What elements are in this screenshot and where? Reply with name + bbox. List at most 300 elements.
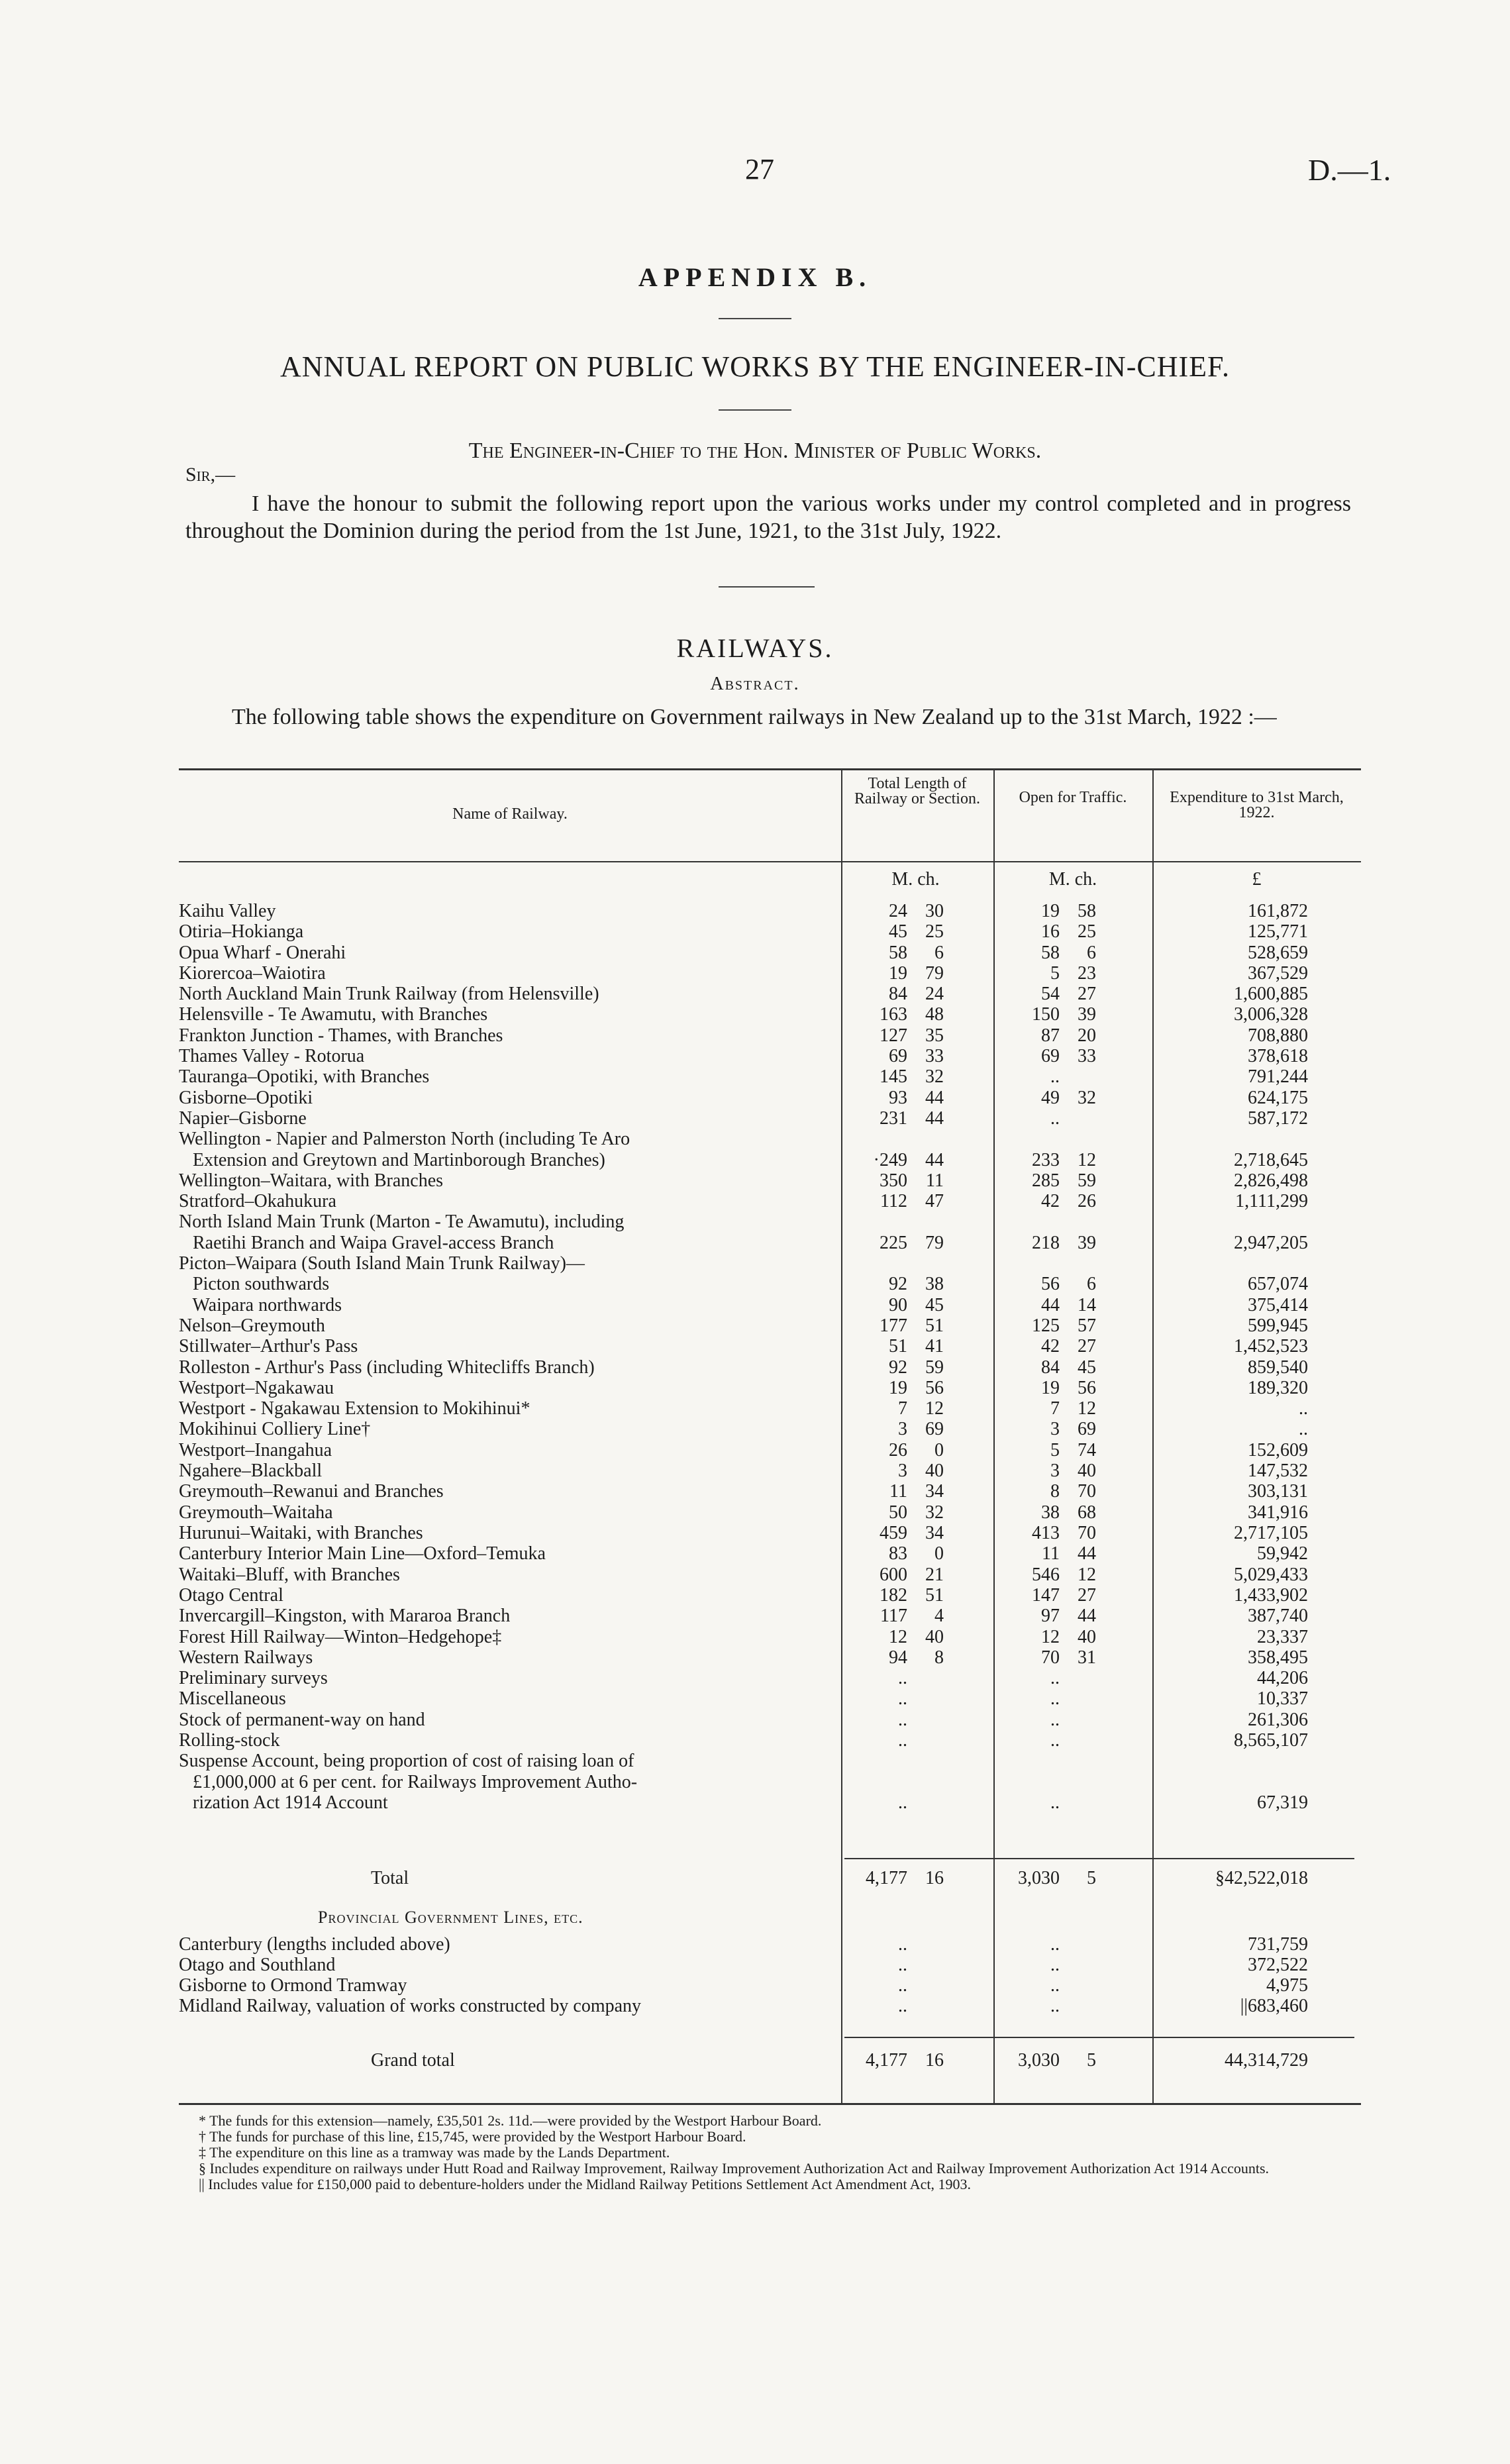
open-miles: 54	[1041, 984, 1060, 1004]
open-chains: 27	[1078, 984, 1096, 1004]
row-name: Westport - Ngakawau Extension to Mokihinui*	[179, 1398, 530, 1419]
row-name: Wellington - Napier and Palmerston North (including Te Aro	[179, 1129, 630, 1149]
length-chains: 44	[925, 1088, 944, 1108]
open-miles: 49	[1041, 1088, 1060, 1108]
row-name: Westport–Inangahua	[179, 1440, 332, 1461]
row-name: rization Act 1914 Account	[179, 1792, 388, 1813]
length-miles: 45	[889, 921, 907, 942]
open-chains: 12	[1078, 1398, 1096, 1419]
open-miles: 97	[1041, 1606, 1060, 1626]
length-miles: ..	[898, 1934, 907, 1955]
row-name: Raetihi Branch and Waipa Gravel-access Branch	[179, 1233, 554, 1253]
open-chains: 20	[1078, 1025, 1096, 1046]
header-name: Name of Railway.	[452, 805, 568, 823]
open-chains: 26	[1078, 1191, 1096, 1211]
open-miles: 56	[1041, 1274, 1060, 1294]
expenditure: 303,131	[1248, 1481, 1308, 1502]
expenditure: 599,945	[1248, 1315, 1308, 1336]
open-chains: 31	[1078, 1647, 1096, 1668]
open-chains: 33	[1078, 1046, 1096, 1066]
expenditure: 791,244	[1248, 1066, 1308, 1087]
open-miles: 11	[1042, 1543, 1060, 1564]
length-chains: 48	[925, 1004, 944, 1025]
footnote: ‡ The expenditure on this line as a tramway was made by the Lands Department.	[199, 2144, 670, 2161]
expenditure: 1,111,299	[1235, 1191, 1308, 1211]
expenditure: 1,433,902	[1234, 1585, 1308, 1606]
length-chains: 34	[925, 1523, 944, 1543]
length-chains: 16	[925, 1868, 944, 1888]
footnote: || Includes value for £150,000 paid to debenture-holders under the Midland Railway Petitions Settlement Act Amendment Act, 1903.	[199, 2176, 972, 2192]
length-chains: 32	[925, 1066, 944, 1087]
row-name: Tauranga–Opotiki, with Branches	[179, 1066, 430, 1087]
open-miles: ..	[1050, 1668, 1060, 1688]
length-chains: 40	[925, 1461, 944, 1481]
salutation: Sir,—	[185, 464, 236, 486]
length-miles: 51	[889, 1336, 907, 1357]
length-chains: 44	[925, 1150, 944, 1170]
length-miles: 26	[889, 1440, 907, 1461]
open-chains: 74	[1078, 1440, 1096, 1461]
length-chains: 47	[925, 1191, 944, 1211]
table-row	[179, 1150, 1358, 1170]
table-row	[179, 2050, 1358, 2071]
table-header-rule	[179, 861, 1361, 862]
length-miles: 92	[889, 1357, 907, 1378]
table-row	[179, 1378, 1358, 1398]
length-chains: 51	[925, 1315, 944, 1336]
open-miles: 3,030	[1018, 1868, 1060, 1888]
table-row	[179, 1565, 1358, 1585]
expenditure: 708,880	[1248, 1025, 1308, 1046]
grand-total-rule	[844, 2037, 1354, 2038]
expenditure: 23,337	[1257, 1627, 1308, 1647]
open-chains: 5	[1087, 2050, 1096, 2071]
open-miles: 3	[1050, 1419, 1060, 1439]
open-miles: 44	[1041, 1295, 1060, 1315]
open-chains: 27	[1078, 1336, 1096, 1357]
open-chains: 70	[1078, 1481, 1096, 1502]
expenditure: 44,206	[1257, 1668, 1308, 1688]
length-miles: 12	[889, 1627, 907, 1647]
length-chains: 30	[925, 901, 944, 921]
length-chains: 0	[934, 1440, 944, 1461]
open-miles: 147	[1032, 1585, 1060, 1606]
length-miles: ..	[898, 1955, 907, 1975]
length-miles: 92	[889, 1274, 907, 1294]
row-name: Rolleston - Arthur's Pass (including Whitecliffs Branch)	[179, 1357, 595, 1378]
table-intro: The following table shows the expenditure on Government railways in New Zealand up to the 31st March, 1922 :—	[232, 705, 1277, 729]
open-chains: 59	[1078, 1170, 1096, 1191]
open-chains: 58	[1078, 901, 1096, 921]
table-top-rule	[179, 768, 1361, 770]
expenditure: 8,565,107	[1234, 1730, 1308, 1751]
open-chains: 23	[1078, 963, 1096, 984]
open-miles: 546	[1032, 1565, 1060, 1585]
open-chains: 44	[1078, 1606, 1096, 1626]
table-row	[179, 1955, 1358, 1975]
table-row	[179, 1046, 1358, 1066]
row-name: Suspense Account, being proportion of cost of raising loan of	[179, 1751, 634, 1771]
open-miles: ..	[1050, 1730, 1060, 1751]
row-name: Ngahere–Blackball	[179, 1461, 323, 1481]
length-miles: 117	[880, 1606, 907, 1626]
length-miles: 4,177	[866, 2050, 907, 2071]
row-name: Invercargill–Kingston, with Mararoa Branch	[179, 1606, 511, 1626]
open-miles: 150	[1032, 1004, 1060, 1025]
length-miles: 3	[898, 1461, 907, 1481]
unit-length: M. ch.	[891, 869, 940, 890]
table-row	[179, 1751, 1358, 1771]
length-miles: 19	[889, 963, 907, 984]
expenditure: ..	[1299, 1398, 1308, 1419]
open-chains: 25	[1078, 921, 1096, 942]
expenditure: 2,826,498	[1234, 1170, 1308, 1191]
expenditure: 161,872	[1248, 901, 1308, 921]
length-chains: 56	[925, 1378, 944, 1398]
table-row	[179, 1315, 1358, 1336]
open-miles: ..	[1050, 1688, 1060, 1709]
table-row	[179, 984, 1358, 1004]
row-name: Gisborne to Ormond Tramway	[179, 1975, 407, 1996]
length-miles: 231	[880, 1108, 907, 1129]
divider	[719, 409, 791, 411]
expenditure: 67,319	[1257, 1792, 1308, 1813]
open-chains: 6	[1087, 1274, 1096, 1294]
open-miles: 8	[1050, 1481, 1060, 1502]
provincial-heading: Provincial Government Lines, etc.	[318, 1908, 583, 1927]
open-chains: 12	[1078, 1565, 1096, 1585]
table-row	[179, 1295, 1358, 1315]
subsection-title: Abstract.	[710, 674, 800, 694]
row-name: Thames Valley - Rotorua	[179, 1046, 365, 1066]
row-name: Napier–Gisborne	[179, 1108, 307, 1129]
open-chains: 12	[1078, 1150, 1096, 1170]
open-chains: 56	[1078, 1378, 1096, 1398]
row-name: Hurunui–Waitaki, with Branches	[179, 1523, 423, 1543]
row-name: Canterbury Interior Main Line—Oxford–Temuka	[179, 1543, 546, 1564]
table-row	[179, 1502, 1358, 1523]
open-chains: 45	[1078, 1357, 1096, 1378]
open-miles: ..	[1050, 1710, 1060, 1730]
expenditure: 372,522	[1248, 1955, 1308, 1975]
expenditure: 2,947,205	[1234, 1233, 1308, 1253]
open-miles: 38	[1041, 1502, 1060, 1523]
open-miles: 3	[1050, 1461, 1060, 1481]
appendix-title: APPENDIX B.	[638, 262, 872, 292]
length-chains: 59	[925, 1357, 944, 1378]
table-row	[179, 1606, 1358, 1626]
table-row	[179, 1108, 1358, 1129]
table-row	[179, 1357, 1358, 1378]
footnote: † The funds for purchase of this line, £15,745, were provided by the Westport Harbour Board.	[199, 2128, 746, 2145]
expenditure: 59,942	[1257, 1543, 1308, 1564]
expenditure: 528,659	[1248, 943, 1308, 963]
table-row	[179, 1772, 1358, 1792]
length-chains: 34	[925, 1481, 944, 1502]
open-miles: 233	[1032, 1150, 1060, 1170]
table-row	[179, 1585, 1358, 1606]
table-row	[179, 963, 1358, 984]
length-miles: 11	[889, 1481, 907, 1502]
length-chains: 79	[925, 963, 944, 984]
expenditure: 147,532	[1248, 1461, 1308, 1481]
open-miles: 19	[1041, 901, 1060, 921]
header-expenditure: Expenditure to 31st March, 1922.	[1170, 789, 1344, 821]
open-miles: 70	[1041, 1647, 1060, 1668]
expenditure: 657,074	[1248, 1274, 1308, 1294]
open-chains: 69	[1078, 1419, 1096, 1439]
open-miles: 42	[1041, 1336, 1060, 1357]
open-miles: 413	[1032, 1523, 1060, 1543]
length-chains: 32	[925, 1502, 944, 1523]
row-name: Kaihu Valley	[179, 901, 276, 921]
open-miles: 69	[1041, 1046, 1060, 1066]
divider	[719, 586, 815, 588]
open-chains: 39	[1078, 1004, 1096, 1025]
open-chains: 40	[1078, 1461, 1096, 1481]
table-row	[179, 1211, 1358, 1232]
expenditure: 261,306	[1248, 1710, 1308, 1730]
length-miles: ..	[898, 1710, 907, 1730]
length-miles: 127	[880, 1025, 907, 1046]
length-chains: 24	[925, 984, 944, 1004]
open-miles: ..	[1050, 1066, 1060, 1087]
table-row	[179, 1461, 1358, 1481]
expenditure: 2,717,105	[1234, 1523, 1308, 1543]
open-chains: 70	[1078, 1523, 1096, 1543]
expenditure: 624,175	[1248, 1088, 1308, 1108]
table-row	[179, 1088, 1358, 1108]
length-miles: 19	[889, 1378, 907, 1398]
table-row	[179, 1792, 1358, 1813]
length-miles: 24	[889, 901, 907, 921]
row-name: Stratford–Okahukura	[179, 1191, 336, 1211]
expenditure: 1,600,885	[1234, 984, 1308, 1004]
length-miles: ·249	[873, 1150, 907, 1170]
expenditure: 1,452,523	[1234, 1336, 1308, 1357]
row-name: Picton southwards	[179, 1274, 330, 1294]
unit-expenditure: £	[1252, 869, 1262, 890]
expenditure: 4,975	[1266, 1975, 1308, 1996]
open-miles: 87	[1041, 1025, 1060, 1046]
row-name: Waipara northwards	[179, 1295, 342, 1315]
length-chains: 44	[925, 1108, 944, 1129]
open-miles: 3,030	[1018, 2050, 1060, 2071]
divider	[719, 318, 791, 319]
page-number: 27	[745, 153, 774, 185]
open-miles: ..	[1050, 1108, 1060, 1129]
length-miles: 50	[889, 1502, 907, 1523]
length-miles: 4,177	[866, 1868, 907, 1888]
length-chains: 35	[925, 1025, 944, 1046]
expenditure: 358,495	[1248, 1647, 1308, 1668]
row-name: Extension and Greytown and Martinborough Branches)	[179, 1150, 605, 1170]
row-name: Gisborne–Opotiki	[179, 1088, 313, 1108]
row-name: Westport–Ngakawau	[179, 1378, 334, 1398]
expenditure: 2,718,645	[1234, 1150, 1308, 1170]
report-title: ANNUAL REPORT ON PUBLIC WORKS BY THE ENGINEER-IN-CHIEF.	[279, 350, 1231, 383]
row-name: Nelson–Greymouth	[179, 1315, 325, 1336]
footnote: * The funds for this extension—namely, £35,501 2s. 11d.—were provided by the Westport Harbour Board.	[199, 2112, 822, 2129]
open-miles: ..	[1050, 1955, 1060, 1975]
length-chains: 33	[925, 1046, 944, 1066]
open-miles: 19	[1041, 1378, 1060, 1398]
length-miles: ..	[898, 1668, 907, 1688]
length-miles: 112	[880, 1191, 907, 1211]
open-miles: 58	[1041, 943, 1060, 963]
length-miles: 94	[889, 1647, 907, 1668]
row-name: Miscellaneous	[179, 1688, 286, 1709]
row-name: Otiria–Hokianga	[179, 921, 304, 942]
length-miles: 600	[880, 1565, 907, 1585]
table-row	[179, 1868, 1358, 1888]
row-name: Western Railways	[179, 1647, 313, 1668]
length-chains: 6	[934, 943, 944, 963]
open-chains: 6	[1087, 943, 1096, 963]
table-row	[179, 1025, 1358, 1046]
table-row	[179, 1066, 1358, 1087]
row-name: Total	[371, 1868, 409, 1888]
open-chains: 14	[1078, 1295, 1096, 1315]
open-chains: 68	[1078, 1502, 1096, 1523]
table-row	[179, 1481, 1358, 1502]
length-miles: 90	[889, 1295, 907, 1315]
row-name: Preliminary surveys	[179, 1668, 328, 1688]
table-row	[179, 1543, 1358, 1564]
row-name: Opua Wharf - Onerahi	[179, 943, 346, 963]
row-name: Grand total	[371, 2050, 455, 2071]
length-chains: 12	[925, 1398, 944, 1419]
table-row	[179, 1419, 1358, 1439]
length-chains: 0	[934, 1543, 944, 1564]
table-row	[179, 921, 1358, 942]
expenditure: 378,618	[1248, 1046, 1308, 1066]
open-miles: 84	[1041, 1357, 1060, 1378]
open-miles: ..	[1050, 1934, 1060, 1955]
length-miles: 83	[889, 1543, 907, 1564]
open-miles: 16	[1041, 921, 1060, 942]
open-chains: 27	[1078, 1585, 1096, 1606]
expenditure: 387,740	[1248, 1606, 1308, 1626]
table-row	[179, 1170, 1358, 1191]
total-rule	[844, 1858, 1354, 1859]
open-miles: 218	[1032, 1233, 1060, 1253]
footnotes	[185, 2113, 1358, 2192]
open-chains: 40	[1078, 1627, 1096, 1647]
expenditure: ..	[1299, 1419, 1308, 1439]
expenditure: 731,759	[1248, 1934, 1308, 1955]
row-name: North Auckland Main Trunk Railway (from Helensville)	[179, 984, 599, 1004]
length-chains: 21	[925, 1565, 944, 1585]
table-row	[179, 1523, 1358, 1543]
row-name: Helensville - Te Awamutu, with Branches	[179, 1004, 488, 1025]
table-row	[179, 1710, 1358, 1730]
open-chains: 39	[1078, 1233, 1096, 1253]
open-miles: ..	[1050, 1975, 1060, 1996]
row-name: Otago Central	[179, 1585, 283, 1606]
expenditure: 859,540	[1248, 1357, 1308, 1378]
open-miles: 7	[1050, 1398, 1060, 1419]
length-miles: 7	[898, 1398, 907, 1419]
expenditure: 3,006,328	[1234, 1004, 1308, 1025]
header-length: Total Length of Railway or Section.	[854, 775, 980, 807]
length-chains: 40	[925, 1627, 944, 1647]
row-name: Greymouth–Waitaha	[179, 1502, 333, 1523]
table-row	[179, 1004, 1358, 1025]
row-name: Canterbury (lengths included above)	[179, 1934, 450, 1955]
length-chains: 45	[925, 1295, 944, 1315]
row-name: £1,000,000 at 6 per cent. for Railways Improvement Autho-	[179, 1772, 638, 1792]
table-bottom-rule	[179, 2103, 1361, 2105]
length-chains: 38	[925, 1274, 944, 1294]
table-row	[179, 943, 1358, 963]
row-name: Waitaki–Bluff, with Branches	[179, 1565, 400, 1585]
length-miles: 182	[880, 1585, 907, 1606]
open-chains: 32	[1078, 1088, 1096, 1108]
length-miles: ..	[898, 1730, 907, 1751]
row-name: Midland Railway, valuation of works constructed by company	[179, 1996, 642, 2016]
open-chains: 5	[1087, 1868, 1096, 1888]
expenditure: 125,771	[1248, 921, 1308, 942]
length-miles: ..	[898, 1688, 907, 1709]
table-row	[179, 1668, 1358, 1688]
table-row	[179, 1996, 1358, 2016]
length-chains: 4	[934, 1606, 944, 1626]
table-row	[179, 1253, 1358, 1274]
length-miles: 163	[880, 1004, 907, 1025]
row-name: Mokihinui Colliery Line†	[179, 1419, 371, 1439]
row-name: Picton–Waipara (South Island Main Trunk Railway)—	[179, 1253, 585, 1274]
open-miles: 285	[1032, 1170, 1060, 1191]
length-chains: 79	[925, 1233, 944, 1253]
expenditure: 5,029,433	[1234, 1565, 1308, 1585]
intro-paragraph: I have the honour to submit the following report upon the various works under my control completed and in progress throughout the Dominion during the period from the 1st June, 1921, to the 31st July, 1922.	[185, 491, 1351, 543]
length-chains: 69	[925, 1419, 944, 1439]
document-reference: D.—1.	[1308, 153, 1391, 187]
length-miles: 145	[880, 1066, 907, 1087]
expenditure: 10,337	[1257, 1688, 1308, 1709]
open-chains: 57	[1078, 1315, 1096, 1336]
table-row	[179, 1398, 1358, 1419]
length-miles: 177	[880, 1315, 907, 1336]
row-name: Wellington–Waitara, with Branches	[179, 1170, 444, 1191]
length-miles: 93	[889, 1088, 907, 1108]
open-miles: 125	[1032, 1315, 1060, 1336]
row-name: Greymouth–Rewanui and Branches	[179, 1481, 444, 1502]
open-miles: 5	[1050, 963, 1060, 984]
table-row	[179, 901, 1358, 921]
section-title: RAILWAYS.	[676, 633, 834, 663]
address-line: The Engineer-in-Chief to the Hon. Minister of Public Works.	[468, 438, 1042, 463]
length-miles: 350	[880, 1170, 907, 1191]
length-miles: ..	[898, 1996, 907, 2016]
row-name: North Island Main Trunk (Marton - Te Awamutu), including	[179, 1211, 625, 1232]
row-name: Otago and Southland	[179, 1955, 336, 1975]
length-miles: ..	[898, 1792, 907, 1813]
open-miles: ..	[1050, 1792, 1060, 1813]
footnote: § Includes expenditure on railways under Hutt Road and Railway Improvement, Railway Improvement Authorization Act and Railway Improvement Authorization Act 1914 Accounts.	[199, 2160, 1270, 2177]
length-chains: 16	[925, 2050, 944, 2071]
expenditure: ||683,460	[1240, 1996, 1308, 2016]
table-row	[179, 1191, 1358, 1211]
open-miles: 5	[1050, 1440, 1060, 1461]
open-miles: ..	[1050, 1996, 1060, 2016]
table-row	[179, 1688, 1358, 1709]
unit-open: M. ch.	[1048, 869, 1097, 890]
table-row	[179, 1934, 1358, 1955]
open-chains: 44	[1078, 1543, 1096, 1564]
row-name: Forest Hill Railway—Winton–Hedgehope‡	[179, 1627, 502, 1647]
